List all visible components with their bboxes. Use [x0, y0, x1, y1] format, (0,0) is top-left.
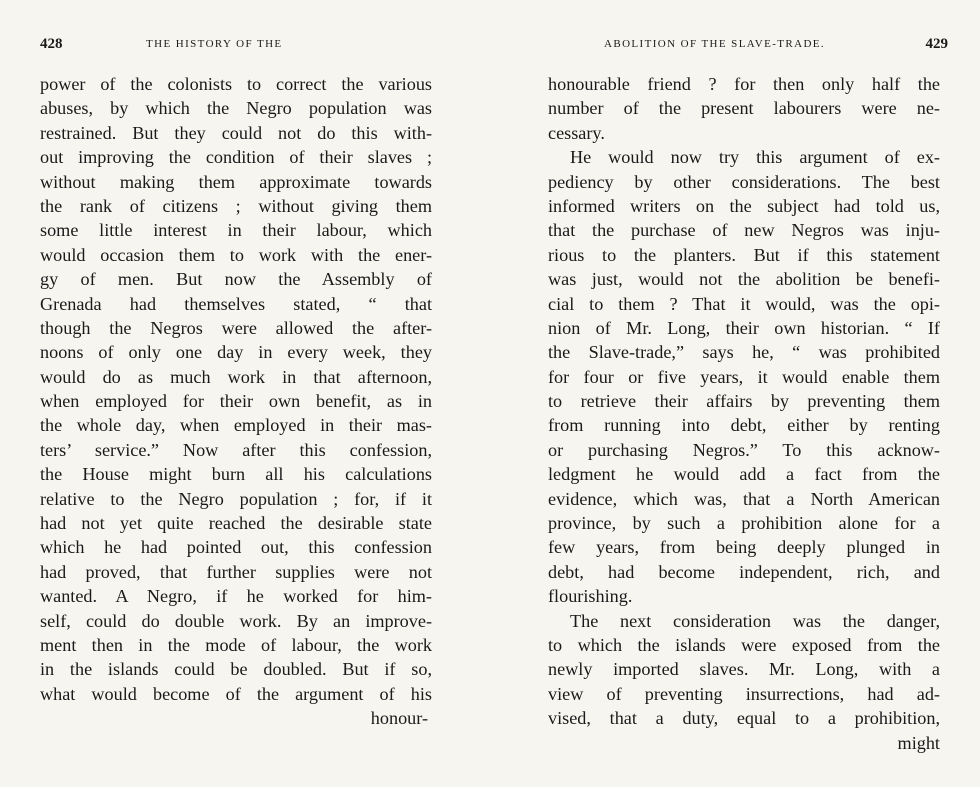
text-line: had not yet quite reached the desirable state: [40, 513, 432, 534]
text-line: The next consideration was the danger,: [570, 610, 940, 631]
text-line: for four or five years, it would enable them: [548, 366, 940, 387]
text-line: ters’ service.” Now after this confession,: [40, 439, 432, 460]
text-line: to which the islands were exposed from the: [548, 634, 940, 655]
text-line: He would now try this argument of ex-: [570, 147, 940, 168]
text-line: vised, that a duty, equal to a prohibition,: [548, 708, 940, 729]
text-line: restrained. But they could not do this with-: [40, 122, 432, 143]
text-line: evidence, which was, that a North American: [548, 488, 940, 509]
text-line: the House might burn all his calculations: [40, 464, 432, 485]
left-body-text: [40, 72, 432, 731]
right-catchword: might: [897, 732, 940, 753]
left-running-title: THE HISTORY OF THE: [146, 38, 283, 50]
text-line: Grenada had themselves stated, “ that: [40, 293, 432, 314]
text-line: informed writers on the subject had told us,: [548, 195, 940, 216]
left-running-head: [40, 36, 432, 56]
text-line: province, by such a prohibition alone for a: [548, 513, 940, 534]
text-line: some little interest in their labour, which: [40, 220, 432, 241]
text-line: without making them approximate towards: [40, 171, 432, 192]
right-page-number: 429: [925, 36, 948, 52]
text-line: few years, from being deeply plunged in: [548, 537, 940, 558]
text-line: out improving the condition of their slaves ;: [40, 147, 432, 168]
text-line: ment then in the mode of labour, the work: [40, 634, 432, 655]
text-line: would do as much work in that afternoon,: [40, 366, 432, 387]
text-line: though the Negros were allowed the after-: [40, 317, 432, 338]
text-line: would occasion them to work with the ener-: [40, 244, 432, 265]
right-page: [548, 0, 948, 787]
text-line: from running into debt, either by renting: [548, 415, 940, 436]
text-line: honourable friend ? for then only half the: [548, 74, 940, 94]
text-line: that the purchase of new Negros was inju-: [548, 220, 940, 241]
text-line: what would become of the argument of his: [40, 683, 432, 704]
left-page: [40, 0, 432, 787]
text-line: was just, would not the abolition be benefi-: [548, 269, 940, 290]
right-running-head: [548, 36, 948, 56]
text-line: the rank of citizens ; without giving them: [40, 195, 432, 216]
text-line: newly imported slaves. Mr. Long, with a: [548, 659, 940, 680]
text-line: view of preventing insurrections, had ad-: [548, 683, 940, 704]
text-line: cial to them ? That it would, was the opi-: [548, 293, 940, 314]
text-line: pediency by other considerations. The best: [548, 171, 940, 192]
text-line: abuses, by which the Negro population was: [40, 98, 432, 119]
text-line: wanted. A Negro, if he worked for him-: [40, 586, 432, 607]
text-line: the Slave-trade,” says he, “ was prohibited: [548, 342, 940, 363]
text-line: which he had pointed out, this confession: [40, 537, 432, 558]
text-line: nion of Mr. Long, their own historian. “ If: [548, 317, 940, 338]
text-line: flourishing.: [548, 586, 633, 607]
text-line: in the islands could be doubled. But if so,: [40, 659, 432, 680]
text-line: self, could do double work. By an improve-: [40, 610, 432, 631]
right-body-text: [548, 72, 940, 755]
text-line: ledgment he would add a fact from the: [548, 464, 940, 485]
text-line: rious to the planters. But if this statement: [548, 244, 940, 265]
left-page-number: 428: [40, 36, 63, 52]
text-line: or purchasing Negros.” To this acknow-: [548, 439, 940, 460]
text-line: gy of men. But now the Assembly of: [40, 269, 432, 290]
text-line: had proved, that further supplies were not: [40, 561, 432, 582]
text-line: debt, had become independent, rich, and: [548, 561, 940, 582]
text-line: noons of only one day in every week, they: [40, 342, 432, 363]
right-running-title: ABOLITION OF THE SLAVE-TRADE.: [604, 38, 826, 50]
text-line: the whole day, when employed in their mas-: [40, 415, 432, 436]
text-line: to retrieve their affairs by preventing them: [548, 391, 940, 412]
text-line: number of the present labourers were ne-: [548, 98, 940, 119]
text-line: cessary.: [548, 122, 605, 143]
text-line: power of the colonists to correct the various: [40, 74, 432, 94]
left-catchword: honour-: [370, 708, 428, 729]
text-line: relative to the Negro population ; for, if it: [40, 488, 432, 509]
text-line: when employed for their own benefit, as in: [40, 391, 432, 412]
